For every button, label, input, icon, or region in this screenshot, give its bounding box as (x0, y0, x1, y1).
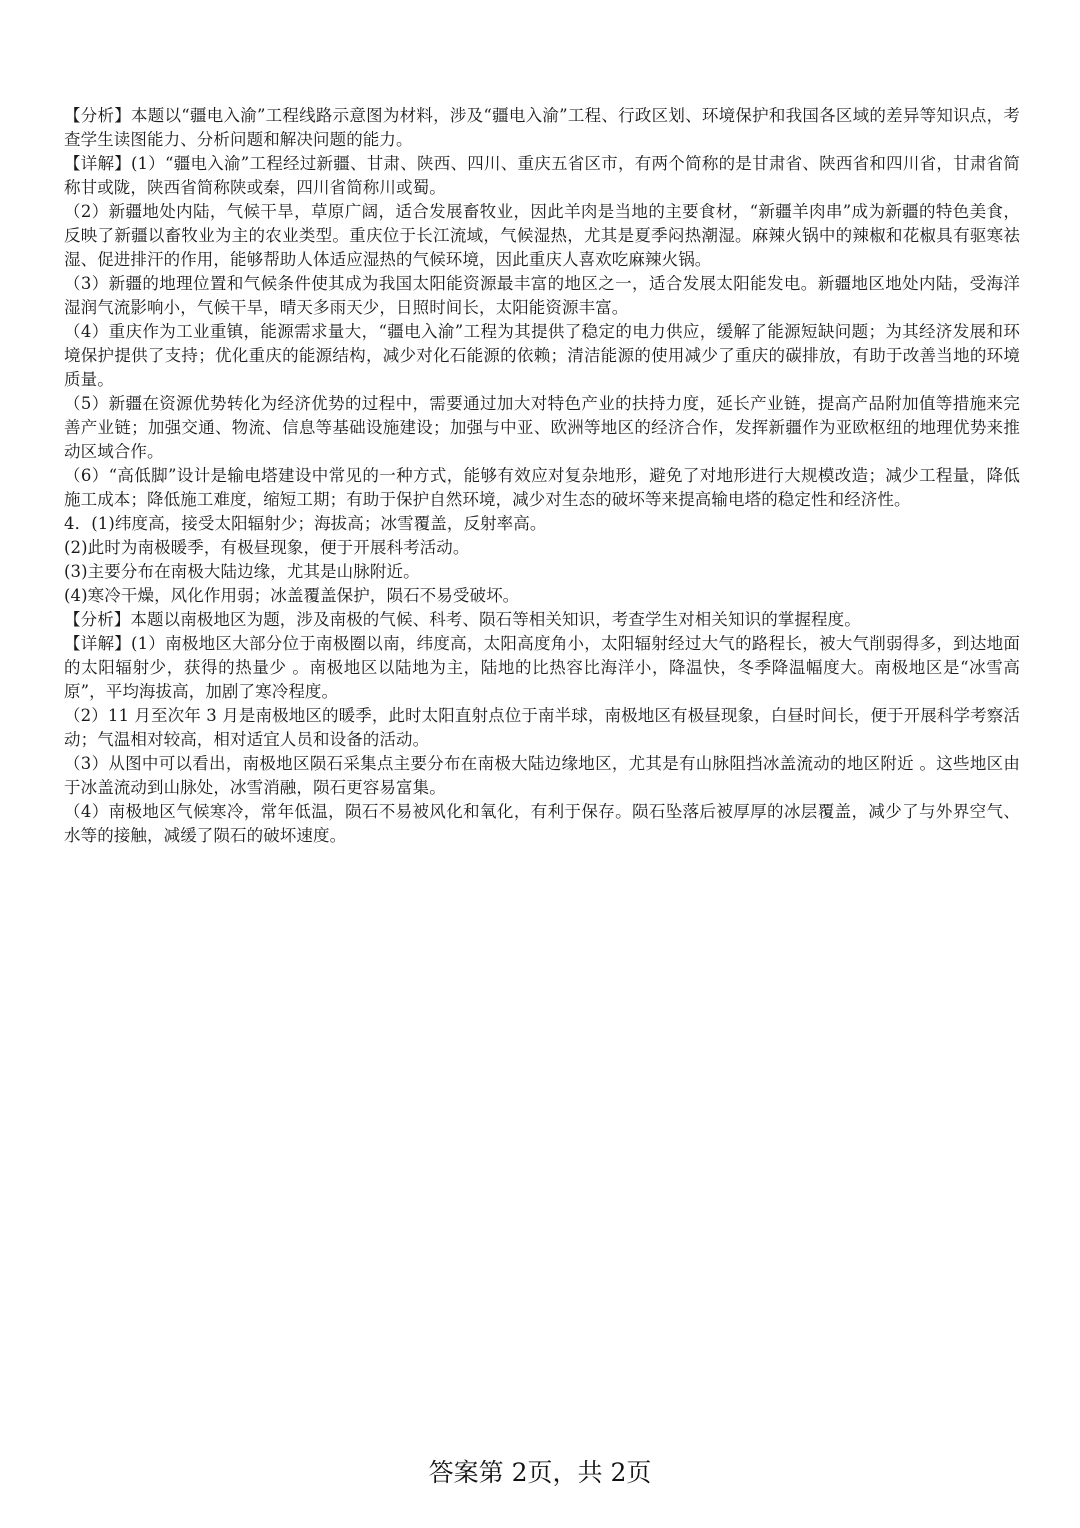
answer-4-4: (4)寒冷干燥，风化作用弱；冰盖覆盖保护，陨石不易受破坏。 (64, 586, 520, 605)
detail-paragraph-3-4: （4）重庆作为工业重镇，能源需求量大，“疆电入渝”工程为其提供了稳定的电力供应，缓解了能源短缺问题；为其经济发展和环境保护提供了支持；优化重庆的能源结构，减少对化石能源的依赖；清洁能源的使用减少了重庆的碳排放，有助于改善当地的环境质量。 (64, 322, 1020, 389)
detail-paragraph-3-3: （3）新疆的地理位置和气候条件使其成为我国太阳能资源最丰富的地区之一，适合发展太阳能发电。新疆地区地处内陆，受海洋湿润气流影响小，气候干旱，晴天多雨天少，日照时间长，太阳能资源丰富。 (64, 274, 1020, 317)
page-footer: 答案第 2页，共 2页 (428, 1458, 652, 1487)
detail-paragraph-3-5: （5）新疆在资源优势转化为经济优势的过程中，需要通过加大对特色产业的扶持力度，延长产业链，提高产品附加值等措施来完善产业链；加强交通、物流、信息等基础设施建设；加强与中亚、欧洲等地区的经济合作，发挥新疆作为亚欧枢纽的地理优势来推动区域合作。 (64, 394, 1020, 461)
answer-text-body (64, 104, 1020, 848)
detail-paragraph-4-2: （2）11 月至次年 3 月是南极地区的暖季，此时太阳直射点位于南半球，南极地区有极昼现象，白昼时间长，便于开展科学考察活动；气温相对较高，相对适宜人员和设备的活动。 (64, 706, 1020, 749)
detail-paragraph-4-4: （4）南极地区气候寒冷，常年低温，陨石不易被风化和氧化，有利于保存。陨石坠落后被厚厚的冰层覆盖，减少了与外界空气、水等的接触，减缓了陨石的破坏速度。 (64, 802, 1020, 845)
detail-paragraph-3-1: 【详解】(1）“疆电入渝”工程经过新疆、甘肃、陕西、四川、重庆五省区市，有两个简称的是甘肃省、陕西省和四川省，甘肃省简称甘或陇，陕西省简称陕或秦，四川省简称川或蜀。 (64, 154, 1020, 197)
detail-paragraph-4-1: 【详解】(1）南极地区大部分位于南极圈以南，纬度高，太阳高度角小，太阳辐射经过大气的路程长，被大气削弱得多，到达地面的太阳辐射少，获得的热量少 。南极地区以陆地为主，陆地的比热容比海洋小，降温快，冬季降温幅度大。南极地区是“冰雪高原”，平均海拔高，加剧了寒冷程度。 (64, 634, 1020, 701)
detail-paragraph-4-3: （3）从图中可以看出，南极地区陨石采集点主要分布在南极大陆边缘地区，尤其是有山脉阻挡冰盖流动的地区附近 。这些地区由于冰盖流动到山脉处，冰雪消融，陨石更容易富集。 (64, 754, 1020, 797)
detail-paragraph-3-2: （2）新疆地处内陆，气候干旱，草原广阔，适合发展畜牧业，因此羊肉是当地的主要食材，“新疆羊肉串”成为新疆的特色美食，反映了新疆以畜牧业为主的农业类型。重庆位于长江流域，气候湿热，尤其是夏季闷热潮湿。麻辣火锅中的辣椒和花椒具有驱寒祛湿、促进排汗的作用，能够帮助人体适应湿热的气候环境，因此重庆人喜欢吃麻辣火锅。 (64, 202, 1020, 269)
answer-4-1: 4．(1)纬度高，接受太阳辐射少；海拔高；冰雪覆盖，反射率高。 (64, 514, 547, 533)
analysis-paragraph-3: 【分析】本题以“疆电入渝”工程线路示意图为材料，涉及“疆电入渝”工程、行政区划、环境保护和我国各区域的差异等知识点，考查学生读图能力、分析问题和解决问题的能力。 (64, 106, 1020, 149)
analysis-paragraph-4: 【分析】本题以南极地区为题，涉及南极的气候、科考、陨石等相关知识，考查学生对相关知识的掌握程度。 (64, 610, 861, 629)
answer-4-3: (3)主要分布在南极大陆边缘，尤其是山脉附近。 (64, 562, 420, 581)
answer-4-2: (2)此时为南极暖季，有极昼现象，便于开展科考活动。 (64, 538, 470, 557)
detail-paragraph-3-6: （6）“高低脚”设计是输电塔建设中常见的一种方式，能够有效应对复杂地形，避免了对地形进行大规模改造；减少工程量，降低施工成本；降低施工难度，缩短工期；有助于保护自然环境，减少对生态的破坏等来提高输电塔的稳定性和经济性。 (64, 466, 1020, 509)
